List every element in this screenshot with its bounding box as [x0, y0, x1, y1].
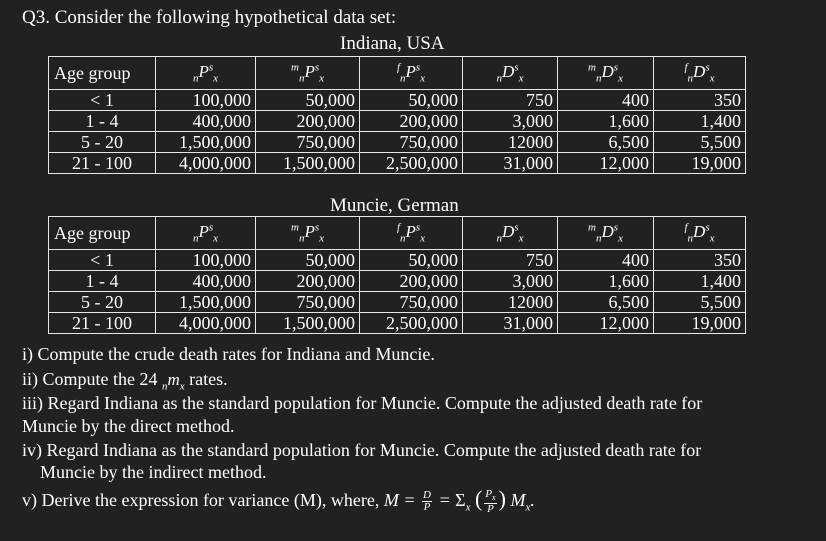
- table-row: [49, 90, 746, 111]
- table-row: [49, 132, 746, 153]
- pop-total-cell: 100,000: [156, 90, 256, 111]
- deaths-total-cell: 3,000: [463, 111, 558, 132]
- deaths-female-cell: 1,400: [654, 271, 746, 292]
- part-v-line: [22, 486, 535, 515]
- indiana-table: [48, 56, 746, 174]
- fraction-d-over-p: $\frac{D}{P}$: [423, 489, 431, 514]
- deaths-female-cell: 19,000: [654, 153, 746, 174]
- deaths-female-cell: 350: [654, 90, 746, 111]
- fraction-px-over-p: $\frac{P_x}{P}$: [485, 487, 496, 515]
- deaths-total-cell: 750: [463, 250, 558, 271]
- deaths-male-cell: 1,600: [558, 111, 654, 132]
- pop-female-cell: 50,000: [360, 250, 463, 271]
- pop-female-header: $^f_nP^s_x$: [360, 217, 463, 250]
- part-ii-line: [22, 369, 228, 392]
- pop-male-cell: 750,000: [256, 292, 360, 313]
- table-header-row: [49, 217, 746, 250]
- deaths-female-cell: 1,400: [654, 111, 746, 132]
- deaths-total-header: $_nD^s_x$: [463, 57, 558, 90]
- deaths-male-cell: 1,600: [558, 271, 654, 292]
- muncie-table: [48, 216, 746, 334]
- deaths-male-cell: 6,500: [558, 292, 654, 313]
- pop-total-header: $_nP^s_x$: [156, 217, 256, 250]
- pop-total-cell: 1,500,000: [156, 292, 256, 313]
- pop-female-header: $^f_nP^s_x$: [360, 57, 463, 90]
- deaths-male-cell: 12,000: [558, 153, 654, 174]
- pop-female-cell: 2,500,000: [360, 313, 463, 334]
- deaths-female-cell: 19,000: [654, 313, 746, 334]
- age-group-cell: 1 - 4: [49, 111, 156, 132]
- table-row: [49, 292, 746, 313]
- part-i-text: i) Compute the crude death rates for Indiana and Muncie.: [22, 344, 435, 364]
- pop-total-cell: 100,000: [156, 250, 256, 271]
- question-title: Q3. Consider the following hypothetical data set:: [22, 7, 397, 28]
- pop-male-header: $^m_nP^s_x$: [256, 57, 360, 90]
- age-group-cell: < 1: [49, 250, 156, 271]
- pop-female-cell: 750,000: [360, 292, 463, 313]
- deaths-male-cell: 12,000: [558, 313, 654, 334]
- pop-male-cell: 50,000: [256, 250, 360, 271]
- deaths-male-cell: 6,500: [558, 132, 654, 153]
- deaths-female-header: $^f_nD^s_x$: [654, 57, 746, 90]
- deaths-female-header: $^f_nD^s_x$: [654, 217, 746, 250]
- pop-female-cell: 2,500,000: [360, 153, 463, 174]
- deaths-total-cell: 12000: [463, 292, 558, 313]
- age-group-header: Age group: [49, 217, 156, 250]
- deaths-female-cell: 5,500: [654, 132, 746, 153]
- age-group-cell: 5 - 20: [49, 292, 156, 313]
- deaths-female-cell: 5,500: [654, 292, 746, 313]
- table-row: [49, 111, 746, 132]
- part-ii-suffix: rates.: [189, 369, 228, 389]
- variance-formula: M = $\frac{D}{P}$ = $\Sigma_x$ ( $\frac{P_x}{P}$ ) $M_x$.: [383, 486, 535, 515]
- nmx-symbol: $_nm_x$: [161, 370, 185, 393]
- deaths-male-header: $^m_nD^s_x$: [558, 57, 654, 90]
- age-group-cell: 5 - 20: [49, 132, 156, 153]
- table-row: [49, 250, 746, 271]
- pop-male-cell: 200,000: [256, 271, 360, 292]
- table-caption-indiana: Indiana, USA: [340, 33, 445, 54]
- deaths-male-header: $^m_nD^s_x$: [558, 217, 654, 250]
- deaths-male-cell: 400: [558, 250, 654, 271]
- deaths-total-cell: 12000: [463, 132, 558, 153]
- table-row: [49, 153, 746, 174]
- deaths-total-cell: 31,000: [463, 313, 558, 334]
- part-iii-line1: iii) Regard Indiana as the standard population for Muncie. Compute the adjusted death rate for: [22, 393, 703, 413]
- pop-female-cell: 50,000: [360, 90, 463, 111]
- pop-total-cell: 4,000,000: [156, 153, 256, 174]
- deaths-total-cell: 3,000: [463, 271, 558, 292]
- pop-male-cell: 50,000: [256, 90, 360, 111]
- pop-male-cell: 200,000: [256, 111, 360, 132]
- age-group-header: Age group: [49, 57, 156, 90]
- age-group-cell: < 1: [49, 90, 156, 111]
- age-group-cell: 21 - 100: [49, 153, 156, 174]
- pop-female-cell: 750,000: [360, 132, 463, 153]
- age-group-cell: 21 - 100: [49, 313, 156, 334]
- pop-male-cell: 750,000: [256, 132, 360, 153]
- deaths-total-cell: 750: [463, 90, 558, 111]
- pop-total-header: $_nP^s_x$: [156, 57, 256, 90]
- pop-total-cell: 1,500,000: [156, 132, 256, 153]
- pop-male-cell: 1,500,000: [256, 153, 360, 174]
- part-iv-line2: Muncie by the indirect method.: [40, 462, 267, 482]
- pop-total-cell: 400,000: [156, 111, 256, 132]
- part-iv-line1: iv) Regard Indiana as the standard population for Muncie. Compute the adjusted death rate for: [22, 440, 702, 460]
- pop-total-cell: 4,000,000: [156, 313, 256, 334]
- deaths-total-header: $_nD^s_x$: [463, 217, 558, 250]
- part-ii-prefix: ii) Compute the 24: [22, 369, 158, 389]
- pop-female-cell: 200,000: [360, 111, 463, 132]
- deaths-female-cell: 350: [654, 250, 746, 271]
- pop-male-header: $^m_nP^s_x$: [256, 217, 360, 250]
- table-caption-muncie: Muncie, German: [330, 195, 459, 216]
- table-header-row: [49, 57, 746, 90]
- table-row: [49, 271, 746, 292]
- deaths-male-cell: 400: [558, 90, 654, 111]
- pop-male-cell: 1,500,000: [256, 313, 360, 334]
- age-group-cell: 1 - 4: [49, 271, 156, 292]
- table-row: [49, 313, 746, 334]
- part-iii-line2: Muncie by the direct method.: [22, 416, 235, 436]
- pop-female-cell: 200,000: [360, 271, 463, 292]
- pop-total-cell: 400,000: [156, 271, 256, 292]
- deaths-total-cell: 31,000: [463, 153, 558, 174]
- part-v-prefix: v) Derive the expression for variance (M), where,: [22, 490, 380, 510]
